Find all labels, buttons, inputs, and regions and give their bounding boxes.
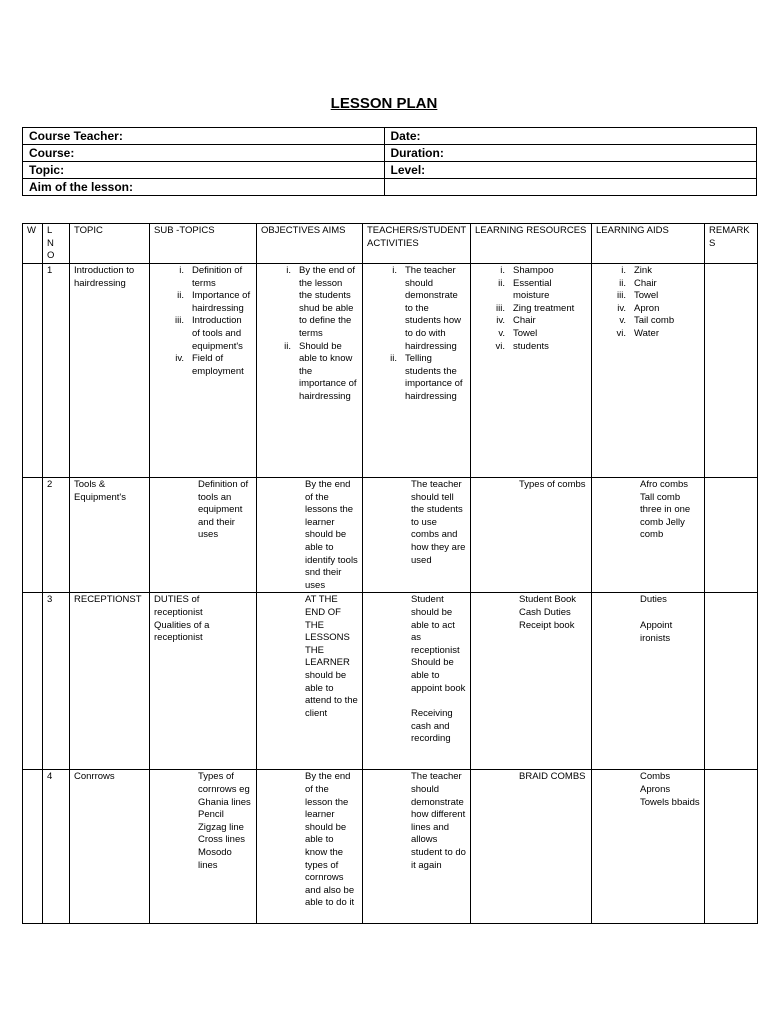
objectives-text: AT THE END OF THE LESSONS THE LEARNER should be able to attend to the client: [305, 594, 358, 719]
aids-text: Appoint ironists: [640, 619, 673, 644]
objectives-cell: [257, 478, 363, 593]
aids-cell: [592, 770, 705, 924]
col-header-remarks: REMARK S: [705, 224, 758, 264]
list-item: i. Shampoo: [500, 265, 554, 276]
objectives-cell: [257, 770, 363, 924]
list-item: ii. Telling students the importance of hairdressing: [390, 353, 463, 402]
resources-cell: [471, 770, 592, 924]
topic-cell: Introduction to hairdressing: [70, 264, 150, 478]
aids-cell: [592, 264, 705, 478]
table-row: [23, 593, 758, 770]
activities-cell: [363, 264, 471, 478]
topic-field: Topic:: [23, 162, 385, 179]
subtopics-text: Types of cornrows eg Ghania lines Pencil Zigzag line Cross lines Mosodo lines: [198, 771, 251, 871]
list-item: ii. Importance of hairdressing: [177, 290, 251, 314]
subtopics-cell: [150, 770, 257, 924]
course-field: Course:: [23, 145, 385, 162]
week-cell: [23, 770, 43, 924]
col-header-w: W: [23, 224, 43, 264]
lesson-plan-table: [22, 223, 758, 924]
list-item: v. Tail comb: [619, 315, 675, 327]
topic-cell: Tools & Equipment's: [70, 478, 150, 593]
aim-field: Aim of the lesson:: [23, 179, 385, 196]
list-item: i. Zink: [621, 265, 652, 276]
week-cell: [23, 478, 43, 593]
resources-text: Types of combs: [519, 479, 586, 490]
subtopics-cell: [150, 478, 257, 593]
col-header-subtopics: SUB -TOPICS: [150, 224, 257, 264]
table-row: [23, 478, 758, 593]
list-item: ii. Should be able to know the importance of hairdressing: [284, 340, 357, 402]
activities-cell: [363, 593, 471, 770]
remarks-cell: [705, 478, 758, 593]
topic-cell: Conrrows: [70, 770, 150, 924]
week-cell: [23, 593, 43, 770]
activities-cell: [363, 770, 471, 924]
list-item: ii. Chair: [619, 277, 657, 289]
table-row: [23, 264, 758, 478]
activities-text: The teacher should demonstrate how different lines and allows student to do it again: [411, 771, 466, 871]
lno-cell: 4: [43, 770, 70, 924]
activities-text: The teacher should tell the students to use combs and how they are used: [411, 479, 466, 566]
aids-text: Afro combs Tall comb three in one comb Jelly comb: [640, 479, 691, 541]
list-item: vi. students: [495, 340, 549, 352]
lno-cell: 1: [43, 264, 70, 478]
list-item: vi. Water: [616, 327, 659, 339]
remarks-cell: [705, 593, 758, 770]
list-item: iv. Chair: [496, 315, 536, 327]
col-header-topic: TOPIC: [70, 224, 150, 264]
aids-cell: [592, 593, 705, 770]
col-header-lno: L N O: [43, 224, 70, 264]
subtopics-text: DUTIES of receptionist Qualities of a receptionist: [154, 594, 210, 644]
activities-text: Receiving cash and recording: [411, 708, 453, 745]
resources-text: Student Book Cash Duties Receipt book: [519, 594, 577, 631]
list-item: iv. Field of employment: [175, 353, 244, 377]
col-header-objectives: OBJECTIVES AIMS: [257, 224, 363, 264]
list-item: v. Towel: [498, 327, 538, 339]
remarks-cell: [705, 264, 758, 478]
objectives-cell: [257, 264, 363, 478]
table-row: [23, 770, 758, 924]
resources-cell: [471, 478, 592, 593]
aids-text: Combs Aprons Towels bbaids: [640, 771, 700, 808]
activities-cell: [363, 478, 471, 593]
activities-text: Should be able to appoint book: [411, 657, 466, 694]
list-item: i. The teacher should demonstrate to the students how to do with hairdressing: [392, 265, 461, 352]
objectives-cell: [257, 593, 363, 770]
col-header-resources: LEARNING RESOURCES: [471, 224, 592, 264]
objectives-text: By the end of the lessons the learner should be able to identify tools snd their uses: [305, 479, 358, 591]
course-teacher-field: Course Teacher:: [23, 128, 385, 145]
list-item: iv. Apron: [617, 302, 660, 314]
duration-field: Duration:: [384, 145, 757, 162]
level-field: Level:: [384, 162, 757, 179]
table-header-row: [23, 224, 758, 264]
subtopics-cell: [150, 264, 257, 478]
list-item: iii. Introduction of tools and equipment's: [175, 315, 243, 352]
page-title: LESSON PLAN: [330, 95, 438, 112]
resources-cell: [471, 264, 592, 478]
list-item: ii. Essential moisture: [498, 277, 552, 302]
list-item: iii. Towel: [617, 290, 659, 302]
resources-cell: [471, 593, 592, 770]
activities-text: Student should be able to act as receptionist: [411, 594, 460, 656]
resources-text: BRAID COMBS: [519, 771, 586, 783]
list-item: i. Definition of terms: [179, 265, 243, 289]
col-header-activities: TEACHERS/STUDENT ACTIVITIES: [363, 224, 471, 264]
objectives-text: By the end of the lesson the learner should be able to know the types of cornrows and also be able to do it: [305, 771, 355, 909]
remarks-cell: [705, 770, 758, 924]
lno-cell: 2: [43, 478, 70, 593]
aids-cell: [592, 478, 705, 593]
list-item: iii. Zing treatment: [496, 302, 575, 314]
subtopics-cell: [150, 593, 257, 770]
topic-cell: RECEPTIONST: [70, 593, 150, 770]
date-field: Date:: [384, 128, 757, 145]
list-item: i. By the end of the lesson the students shud be able to define the terms: [286, 265, 355, 339]
lesson-header-table: [22, 127, 757, 196]
aids-text: Duties: [640, 594, 667, 606]
week-cell: [23, 264, 43, 478]
subtopics-text: Definition of tools an equipment and their uses: [198, 479, 249, 541]
col-header-aids: LEARNING AIDS: [592, 224, 705, 264]
lno-cell: 3: [43, 593, 70, 770]
aim-value-field: [384, 179, 757, 196]
